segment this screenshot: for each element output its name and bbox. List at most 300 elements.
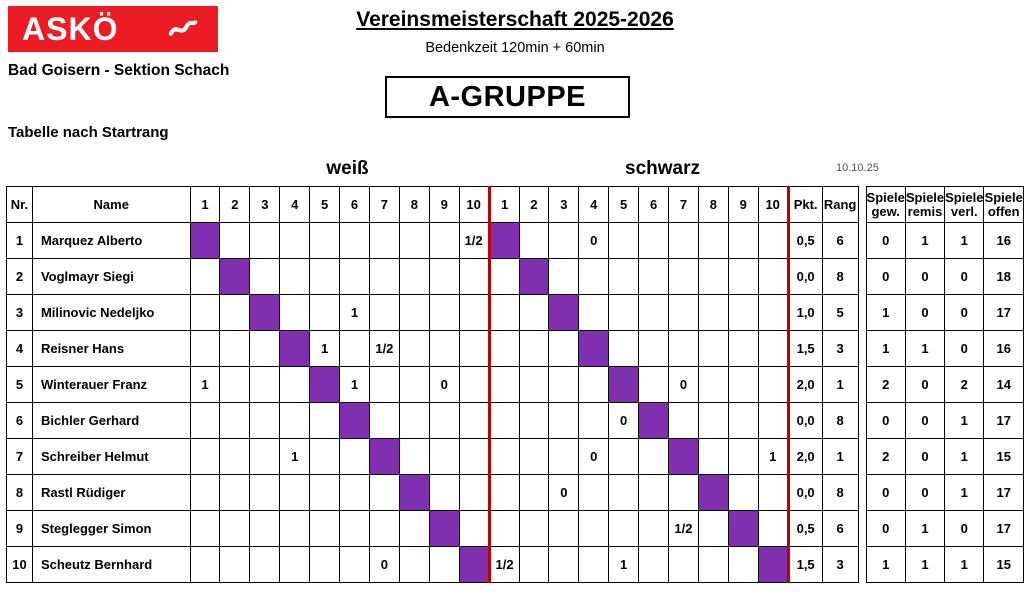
result-cell-white[interactable] [340,331,370,367]
diagonal-cell-black[interactable] [758,547,788,583]
result-cell-black[interactable] [519,403,549,439]
result-cell-white[interactable] [369,475,399,511]
result-cell-white[interactable] [399,511,429,547]
games-draw-value: 1 [905,547,944,583]
result-cell-white[interactable] [340,475,370,511]
result-cell-black[interactable] [758,403,788,439]
result-cell-white[interactable] [399,367,429,403]
result-cell-white[interactable] [190,259,220,295]
col-header-rank: Rang [822,187,858,223]
result-cell-white[interactable] [280,403,310,439]
result-cell-white[interactable] [399,331,429,367]
row-spacer [858,331,866,367]
table-row [7,439,1024,475]
result-cell-black[interactable] [728,223,758,259]
result-cell-white[interactable] [429,547,459,583]
col-header-games-draw-line1: Spiele [905,189,945,205]
col-header-black-7: 7 [669,187,699,223]
result-cell-white[interactable] [250,367,280,403]
result-cell-black[interactable] [609,223,639,259]
row-number: 2 [7,259,33,295]
result-cell-white[interactable] [190,439,220,475]
result-cell-white[interactable] [280,511,310,547]
result-cell-black[interactable] [728,403,758,439]
col-header-games-open-line2: offen [987,203,1020,219]
table-header-row [7,187,1024,223]
result-cell-white[interactable] [340,547,370,583]
result-cell-white[interactable] [429,295,459,331]
row-number: 1 [7,223,33,259]
rank-value: 8 [822,475,858,511]
result-cell-white[interactable] [280,547,310,583]
result-cell-black[interactable] [639,475,669,511]
result-cell-white[interactable] [190,547,220,583]
asko-logo [8,6,218,52]
result-cell-white[interactable] [250,259,280,295]
result-cell-black[interactable]: 0 [669,367,699,403]
result-cell-white[interactable] [220,223,250,259]
result-cell-black[interactable] [579,295,609,331]
diagonal-cell-black[interactable] [579,331,609,367]
result-cell-black[interactable] [609,259,639,295]
result-cell-black[interactable] [758,475,788,511]
result-cell-black[interactable] [698,403,728,439]
result-cell-black[interactable] [698,547,728,583]
result-cell-black[interactable] [669,295,699,331]
col-header-black-3: 3 [549,187,579,223]
col-header-name: Name [32,187,190,223]
table-row [7,475,1024,511]
result-cell-white[interactable]: 1 [280,439,310,475]
result-cell-white[interactable]: 1 [310,331,340,367]
games-open-value: 16 [984,331,1024,367]
diagonal-cell-black[interactable] [669,439,699,475]
diagonal-cell-white[interactable] [250,295,280,331]
col-header-games-won-line1: Spiele [866,189,905,205]
table-body [7,223,1024,583]
games-open-value: 18 [984,259,1024,295]
rank-value: 8 [822,259,858,295]
result-cell-black[interactable] [698,223,728,259]
result-cell-black[interactable] [549,331,579,367]
result-cell-black[interactable] [489,439,519,475]
result-cell-black[interactable] [579,259,609,295]
result-cell-black[interactable] [698,367,728,403]
result-cell-black[interactable] [519,475,549,511]
result-cell-black[interactable] [758,331,788,367]
result-cell-black[interactable] [489,475,519,511]
result-cell-black[interactable] [758,223,788,259]
games-won-value: 2 [866,439,905,475]
diagonal-cell-black[interactable] [489,223,519,259]
result-cell-black[interactable] [489,403,519,439]
result-cell-black[interactable]: 1 [758,439,788,475]
result-cell-black[interactable] [609,295,639,331]
result-cell-black[interactable] [758,259,788,295]
games-lost-value: 0 [945,511,984,547]
points-value: 0,5 [788,223,822,259]
result-cell-black[interactable] [728,331,758,367]
diagonal-cell-white[interactable] [429,511,459,547]
result-cell-black[interactable] [639,259,669,295]
result-cell-black[interactable] [669,223,699,259]
result-cell-white[interactable] [310,259,340,295]
games-lost-value: 2 [945,367,984,403]
col-header-white-3: 3 [250,187,280,223]
result-cell-white[interactable]: 0 [369,547,399,583]
table-row [7,259,1024,295]
row-spacer [858,403,866,439]
result-cell-black[interactable] [728,295,758,331]
result-cell-black[interactable] [549,367,579,403]
games-lost-value: 0 [945,331,984,367]
result-cell-black[interactable] [728,367,758,403]
result-cell-white[interactable] [429,403,459,439]
result-cell-black[interactable] [519,439,549,475]
result-cell-black[interactable] [519,547,549,583]
player-name: Rastl Rüdiger [32,475,190,511]
result-cell-white[interactable] [399,295,429,331]
result-cell-black[interactable] [639,439,669,475]
diagonal-cell-white[interactable] [220,259,250,295]
result-cell-black[interactable] [489,331,519,367]
diagonal-cell-black[interactable] [639,403,669,439]
result-cell-black[interactable] [549,259,579,295]
page-title: Vereinsmeisterschaft 2025-2026 [356,8,674,31]
points-value: 1,5 [788,331,822,367]
result-cell-black[interactable]: 0 [579,439,609,475]
result-cell-white[interactable] [340,223,370,259]
result-cell-white[interactable] [429,223,459,259]
result-cell-black[interactable] [639,223,669,259]
result-cell-white[interactable] [399,439,429,475]
games-won-value: 2 [866,367,905,403]
col-header-white-9: 9 [429,187,459,223]
result-cell-white[interactable] [250,475,280,511]
col-header-white-4: 4 [280,187,310,223]
row-spacer [858,367,866,403]
result-cell-black[interactable] [519,295,549,331]
result-cell-black[interactable]: 1 [609,547,639,583]
result-cell-white[interactable] [459,331,489,367]
col-header-white-6: 6 [340,187,370,223]
result-cell-white[interactable]: 1/2 [369,331,399,367]
result-cell-black[interactable] [639,547,669,583]
result-cell-black[interactable] [669,547,699,583]
result-cell-white[interactable] [220,403,250,439]
result-cell-white[interactable] [250,439,280,475]
result-cell-white[interactable] [310,403,340,439]
result-cell-white[interactable] [369,259,399,295]
column-group-titles [0,158,1024,186]
result-cell-black[interactable] [519,367,549,403]
points-value: 0,5 [788,511,822,547]
rank-value: 6 [822,223,858,259]
result-cell-white[interactable] [340,439,370,475]
result-cell-black[interactable] [698,295,728,331]
games-won-value: 1 [866,331,905,367]
diagonal-cell-white[interactable] [459,547,489,583]
col-header-black-9: 9 [728,187,758,223]
result-cell-black[interactable] [519,223,549,259]
result-cell-white[interactable] [459,511,489,547]
row-spacer [858,475,866,511]
table-header [7,187,1024,223]
result-cell-white[interactable] [220,475,250,511]
colgroup-black-label: schwarz [625,158,700,179]
result-cell-white[interactable] [399,223,429,259]
result-cell-black[interactable]: 0 [609,403,639,439]
result-cell-black[interactable] [609,439,639,475]
diagonal-cell-black[interactable] [609,367,639,403]
points-value: 1,0 [788,295,822,331]
result-cell-white[interactable] [310,439,340,475]
result-cell-white[interactable] [220,547,250,583]
games-open-value: 16 [984,223,1024,259]
result-cell-black[interactable] [639,367,669,403]
result-cell-white[interactable] [459,475,489,511]
result-cell-white[interactable] [190,403,220,439]
result-cell-black[interactable] [669,331,699,367]
rank-value: 6 [822,511,858,547]
result-cell-white[interactable] [220,511,250,547]
result-cell-white[interactable] [459,259,489,295]
games-draw-value: 0 [905,475,944,511]
row-spacer [858,439,866,475]
result-cell-white[interactable]: 1/2 [459,223,489,259]
result-cell-white[interactable] [429,439,459,475]
result-cell-white[interactable] [220,367,250,403]
result-cell-white[interactable] [190,295,220,331]
result-cell-black[interactable] [549,439,579,475]
result-cell-black[interactable] [639,331,669,367]
result-cell-white[interactable] [399,259,429,295]
row-number: 8 [7,475,33,511]
result-cell-black[interactable] [579,403,609,439]
row-number: 7 [7,439,33,475]
result-cell-black[interactable] [549,403,579,439]
result-cell-black[interactable] [728,475,758,511]
player-name: Reisner Hans [32,331,190,367]
result-cell-white[interactable]: 0 [429,367,459,403]
table-row [7,295,1024,331]
result-cell-black[interactable] [489,259,519,295]
result-cell-white[interactable] [429,331,459,367]
result-cell-black[interactable] [698,259,728,295]
result-cell-white[interactable] [399,403,429,439]
result-cell-white[interactable] [250,223,280,259]
result-cell-black[interactable] [758,511,788,547]
result-cell-white[interactable] [220,295,250,331]
diagonal-cell-black[interactable] [549,295,579,331]
result-cell-white[interactable] [250,403,280,439]
result-cell-white[interactable] [340,259,370,295]
games-won-value: 0 [866,223,905,259]
result-cell-black[interactable] [609,511,639,547]
table-row [7,547,1024,583]
result-cell-black[interactable] [609,475,639,511]
player-name: Winterauer Franz [32,367,190,403]
diagonal-cell-white[interactable] [340,403,370,439]
result-cell-black[interactable] [489,511,519,547]
result-cell-black[interactable] [519,511,549,547]
player-name: Steglegger Simon [32,511,190,547]
result-cell-white[interactable] [250,547,280,583]
result-cell-black[interactable] [728,439,758,475]
points-value: 2,0 [788,439,822,475]
diagonal-cell-white[interactable] [190,223,220,259]
col-header-games-lost-line1: Spiele [945,189,984,205]
result-cell-white[interactable] [459,403,489,439]
row-number: 10 [7,547,33,583]
result-cell-black[interactable] [728,547,758,583]
result-cell-black[interactable]: 0 [579,223,609,259]
result-cell-white[interactable] [280,259,310,295]
result-cell-black[interactable] [669,475,699,511]
result-cell-white[interactable] [220,439,250,475]
table-row [7,511,1024,547]
result-cell-white[interactable] [369,367,399,403]
result-cell-white[interactable] [250,331,280,367]
games-draw-value: 0 [905,403,944,439]
result-cell-white[interactable] [280,295,310,331]
group-badge [385,76,630,118]
diagonal-cell-white[interactable] [369,439,399,475]
askoe-wave-icon [168,14,198,44]
result-cell-black[interactable]: 1/2 [489,547,519,583]
result-cell-black[interactable] [579,475,609,511]
result-cell-white[interactable] [310,511,340,547]
col-header-games-draw [905,187,944,223]
result-cell-white[interactable] [369,295,399,331]
result-cell-black[interactable] [579,547,609,583]
result-cell-white[interactable] [250,511,280,547]
result-cell-white[interactable]: 1 [340,367,370,403]
result-cell-white[interactable] [280,475,310,511]
result-cell-white[interactable] [280,223,310,259]
result-cell-white[interactable] [310,223,340,259]
row-spacer [858,547,866,583]
points-value: 1,5 [788,547,822,583]
result-cell-black[interactable] [549,511,579,547]
result-cell-black[interactable] [609,331,639,367]
result-cell-black[interactable] [758,295,788,331]
col-header-black-2: 2 [519,187,549,223]
player-name: Marquez Alberto [32,223,190,259]
diagonal-cell-white[interactable] [310,367,340,403]
diagonal-cell-black[interactable] [519,259,549,295]
points-value: 0,0 [788,403,822,439]
result-cell-white[interactable] [190,511,220,547]
result-cell-white[interactable] [459,439,489,475]
result-cell-white[interactable] [190,331,220,367]
rank-value: 1 [822,439,858,475]
row-spacer [858,511,866,547]
result-cell-white[interactable] [190,475,220,511]
result-cell-white[interactable] [310,475,340,511]
result-cell-black[interactable] [698,511,728,547]
page-header [0,0,1024,150]
result-cell-white[interactable]: 1 [190,367,220,403]
row-number: 9 [7,511,33,547]
result-cell-black[interactable] [669,403,699,439]
result-cell-black[interactable] [698,331,728,367]
games-open-value: 15 [984,547,1024,583]
diagonal-cell-white[interactable] [280,331,310,367]
result-cell-white[interactable] [459,367,489,403]
result-cell-white[interactable]: 1 [340,295,370,331]
result-cell-white[interactable] [310,295,340,331]
result-cell-black[interactable] [758,367,788,403]
result-cell-black[interactable]: 1/2 [669,511,699,547]
result-cell-black[interactable] [698,439,728,475]
standings-table [6,186,1024,583]
table-row [7,331,1024,367]
result-cell-white[interactable] [369,511,399,547]
result-cell-black[interactable] [579,511,609,547]
col-header-white-2: 2 [220,187,250,223]
result-cell-white[interactable] [310,547,340,583]
col-header-white-8: 8 [399,187,429,223]
col-header-white-10: 10 [459,187,489,223]
games-lost-value: 1 [945,223,984,259]
col-header-white-7: 7 [369,187,399,223]
result-cell-black[interactable] [639,511,669,547]
result-cell-white[interactable] [369,403,399,439]
result-cell-black[interactable] [579,367,609,403]
result-cell-black[interactable] [489,295,519,331]
club-section-label: Bad Goisern - Sektion Schach [8,62,230,79]
games-won-value: 0 [866,475,905,511]
diagonal-cell-white[interactable] [399,475,429,511]
col-header-games-open [984,187,1024,223]
result-cell-white[interactable] [429,475,459,511]
points-value: 0,0 [788,475,822,511]
result-cell-white[interactable] [459,295,489,331]
col-header-black-5: 5 [609,187,639,223]
col-header-black-1: 1 [489,187,519,223]
player-name: Schreiber Helmut [32,439,190,475]
table-row [7,403,1024,439]
result-cell-black[interactable] [519,331,549,367]
table-row [7,367,1024,403]
games-won-value: 1 [866,547,905,583]
result-cell-white[interactable] [369,223,399,259]
result-cell-black[interactable]: 0 [549,475,579,511]
result-cell-white[interactable] [399,547,429,583]
result-cell-black[interactable] [728,259,758,295]
result-cell-black[interactable] [639,295,669,331]
result-cell-black[interactable] [669,259,699,295]
games-draw-value: 0 [905,295,944,331]
result-cell-black[interactable] [489,367,519,403]
col-header-games-lost-line2: verl. [950,203,978,219]
result-cell-black[interactable] [549,547,579,583]
result-cell-white[interactable] [429,259,459,295]
diagonal-cell-black[interactable] [728,511,758,547]
result-cell-white[interactable] [340,511,370,547]
result-cell-white[interactable] [220,331,250,367]
diagonal-cell-black[interactable] [698,475,728,511]
games-lost-value: 1 [945,475,984,511]
rank-value: 3 [822,331,858,367]
col-header-black-4: 4 [579,187,609,223]
result-cell-black[interactable] [549,223,579,259]
points-value: 0,0 [788,259,822,295]
result-cell-white[interactable] [280,367,310,403]
col-header-black-10: 10 [758,187,788,223]
games-open-value: 17 [984,475,1024,511]
